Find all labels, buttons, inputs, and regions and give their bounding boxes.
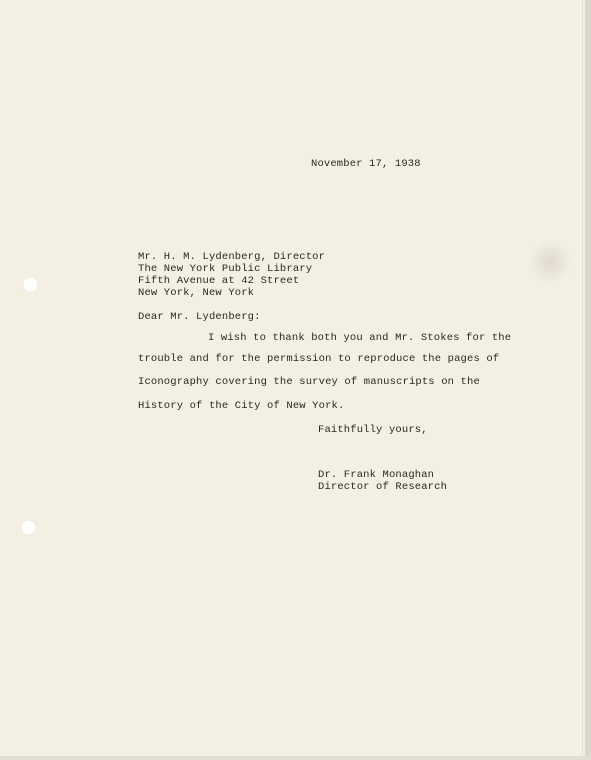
- paper-bottom-edge: [0, 756, 591, 760]
- paper-edge-line: [582, 0, 583, 760]
- signature-title: Director of Research: [318, 481, 448, 493]
- recipient-name: Mr. H. M. Lydenberg, Director: [138, 251, 326, 263]
- paper-right-edge: [585, 0, 591, 760]
- punch-hole-top: [23, 277, 38, 292]
- recipient-city: New York, New York: [138, 287, 255, 299]
- punch-hole-bottom: [21, 520, 36, 535]
- letter-date: November 17, 1938: [311, 158, 421, 170]
- recipient-street: Fifth Avenue at 42 Street: [138, 275, 300, 287]
- body-line: Iconography covering the survey of manuscripts on the: [138, 376, 480, 388]
- signature-name: Dr. Frank Monaghan: [318, 469, 435, 481]
- body-line: trouble and for the permission to reproduce the pages of: [138, 353, 500, 365]
- body-line: I wish to thank both you and Mr. Stokes for the: [208, 332, 512, 344]
- salutation: Dear Mr. Lydenberg:: [138, 311, 261, 323]
- recipient-organization: The New York Public Library: [138, 263, 313, 275]
- body-line: History of the City of New York.: [138, 400, 345, 412]
- closing: Faithfully yours,: [318, 424, 428, 436]
- paper-smudge: [528, 240, 572, 284]
